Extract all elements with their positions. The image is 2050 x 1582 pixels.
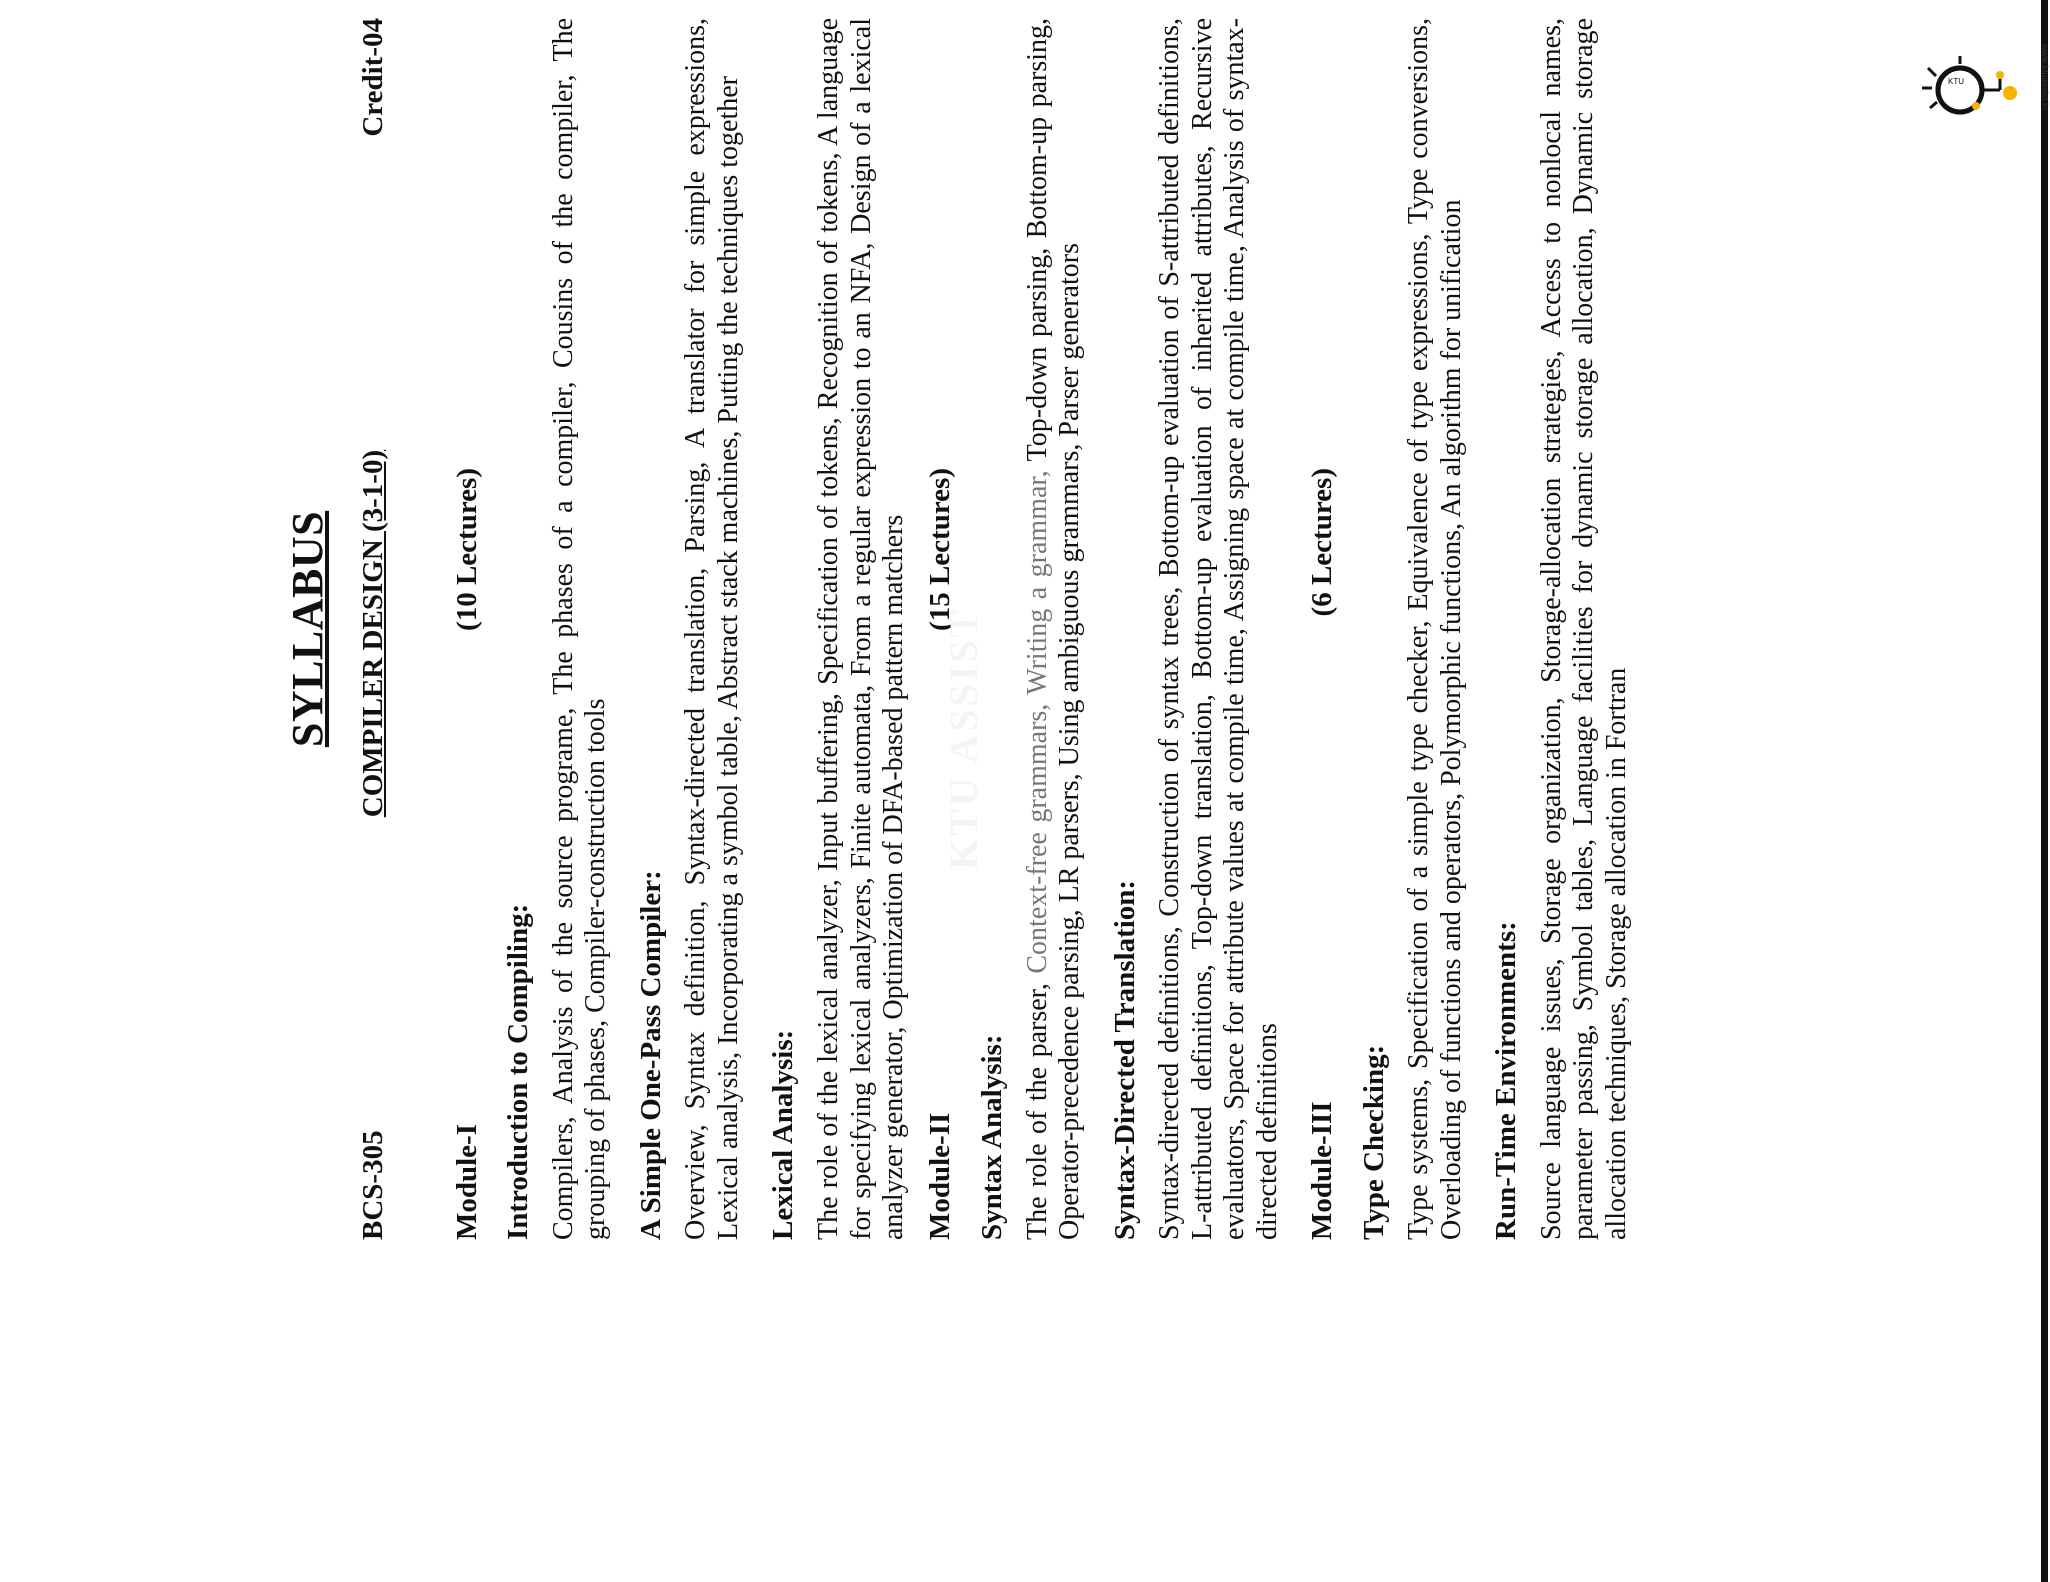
body-text: Top-down parsing, Bottom-up parsing, Operator-precedence parsing, LR parsers, Using ambiguous grammars, Parser generators [1021,17,1086,1240]
section-body: Overview, Syntax definition, Syntax-directed translation, Parsing, A translator for simple expressions, Lexical analysis, Incorporating a symbol table, Abstract stack machines, Putting the techniques together [680,18,744,1240]
section-heading: Syntax-Directed Translation: [1108,879,1141,1240]
faded-text: Context-free grammars, Writing a grammar, [1021,470,1053,974]
section-body: Source language issues, Storage organization, Storage-allocation strategies, Access to nonlocal names, parameter passing, Symbol tables, Language facilities for dynamic storage allocation, Dynamic storage allocation techniques, Storage allocation in Fortran [1535,18,1632,1240]
section-body: Type systems, Specification of a simple type checker, Equivalence of type expressions, Type conversions, Overloading of functions and operators, Polymorphic functions, An algorithm for unification [1403,18,1467,1240]
module-lectures: (15 Lectures) [924,468,957,631]
section-heading: Introduction to Compiling: [502,903,535,1240]
watermark: KTU ASSIST [941,607,986,870]
module-label: Module-I [450,1124,483,1240]
module-lectures: (10 Lectures) [450,468,483,631]
course-name: COMPILER DESIGN (3-1-0) [357,449,390,818]
section-body: The role of the lexical analyzer, Input buffering, Specification of tokens, Recognition of tokens, A language for specifying lexical analyzers, Finite automata, From a regular expression to an NFA, Design of a lexical analyzer generator, Optimization of DFA-based pattern matchers [813,18,909,1240]
course-header [357,18,391,1240]
section-body [1022,18,1087,1240]
ktu-assist-logo-icon [1900,48,2040,128]
module-lectures: (6 Lectures) [1306,468,1339,617]
logo-url: www.ktuassist.in [2040,44,2050,111]
document-page [110,17,1930,1410]
section-body: Compilers, Analysis of the source programe, The phases of a compiler, Cousins of the compiler, The grouping of phases, Compiler-construction tools [547,18,612,1240]
section-heading: Run-Time Environments: [1490,921,1523,1240]
course-code: BCS-305 [357,1130,390,1240]
page-edge-bar [2041,0,2048,1582]
module-header [451,18,485,1240]
body-text: The role of the parser, [1021,973,1053,1240]
section-heading: A Simple One-Pass Compiler: [634,870,667,1240]
module-label: Module-II [924,1112,957,1240]
page-title: SYLLABUS [283,510,332,748]
module-header [1306,18,1340,1240]
course-credit: Credit-04 [357,18,390,137]
section-body: Syntax-directed definitions, Construction of syntax trees, Bottom-up evaluation of S-attributed definitions, L-attributed definitions, Top-down translation, Bottom-up evaluation of inherited attributes, Recursive evaluators, Space for attribute values at compile time, Assigning space at compile time, Analysis of syntax-directed definitions [1154,18,1283,1240]
section-heading: Lexical Analysis: [767,1029,800,1240]
module-label: Module-III [1306,1101,1339,1240]
section-heading: Syntax Analysis: [976,1034,1009,1240]
section-heading: Type Checking: [1357,1044,1390,1240]
svg-text:KTU: KTU [1948,77,1964,86]
